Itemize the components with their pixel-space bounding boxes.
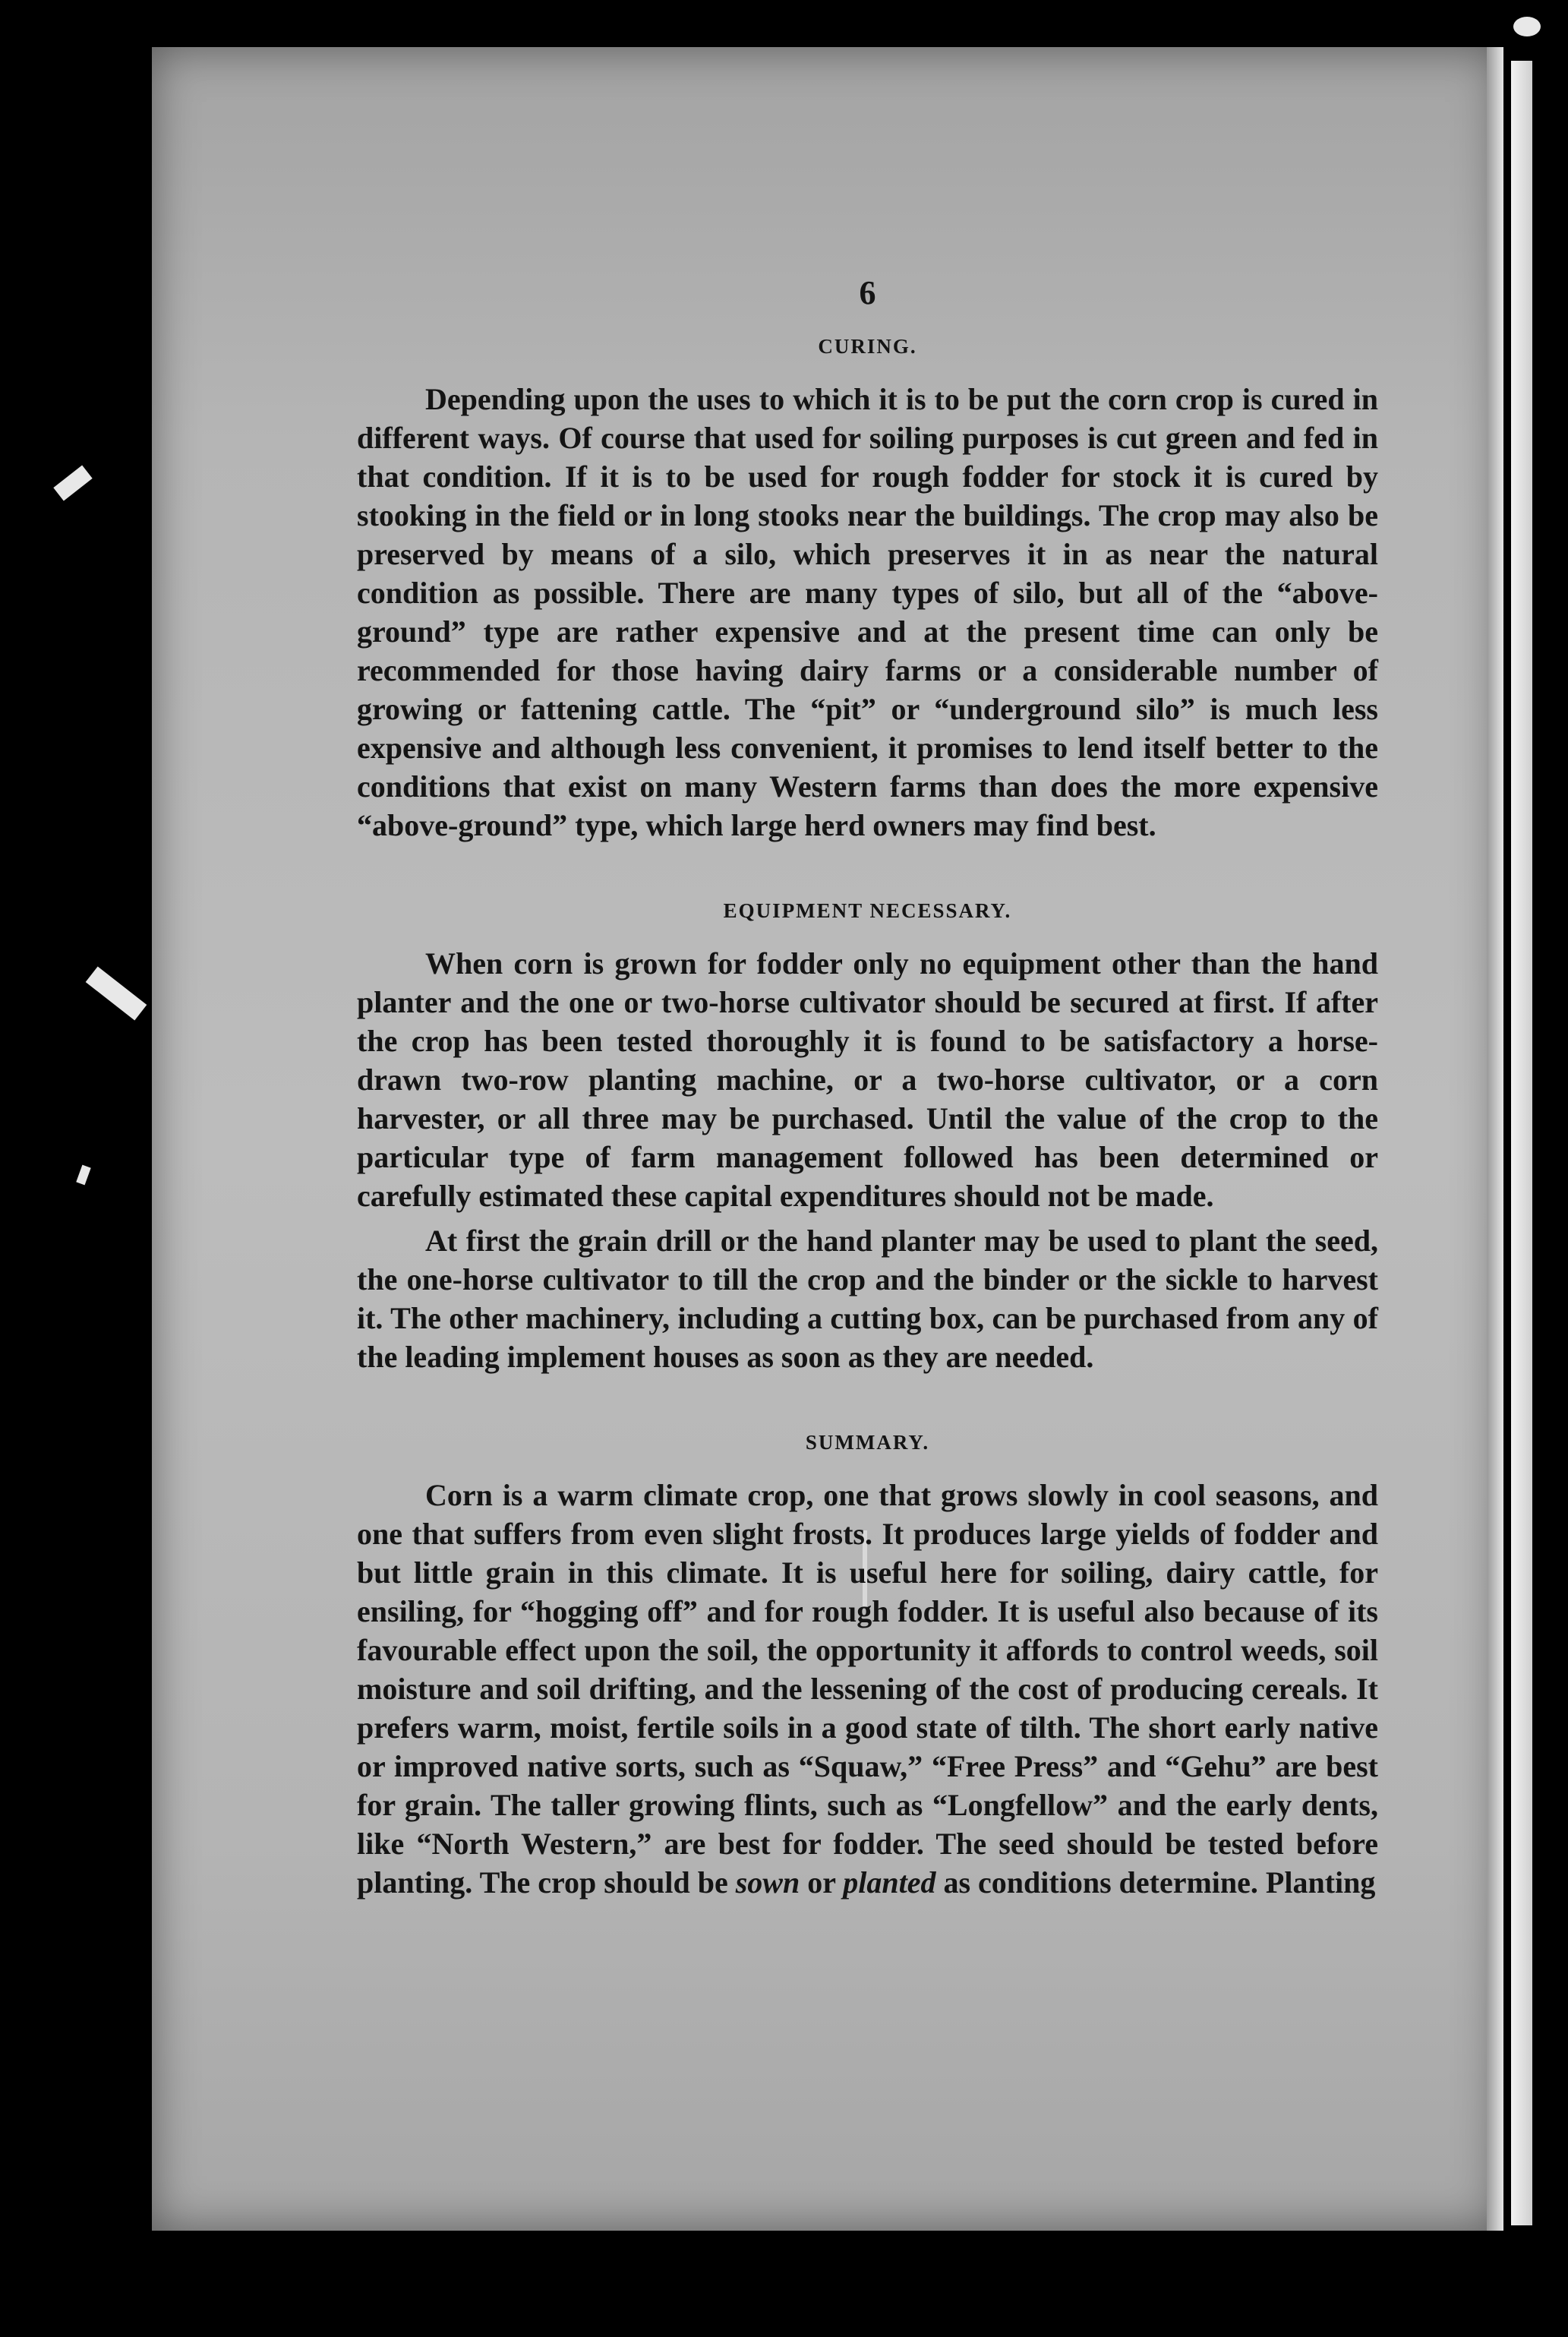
page-text xyxy=(357,273,1378,1902)
page-edge-strip xyxy=(1511,61,1532,2225)
page-edge-shadow xyxy=(1487,47,1503,2231)
scan-artifact xyxy=(1513,17,1541,36)
scan-artifact xyxy=(86,967,147,1021)
section-heading-curing: CURING. xyxy=(818,335,917,358)
page-number: 6 xyxy=(859,274,876,311)
summary-italic-sown: sown xyxy=(735,1865,800,1900)
equipment-paragraph-1: When corn is grown for fodder only no equipment other than the hand planter and the one or two-horse cultivator should be secured at first. If after the crop has been tested thoroughly it is found to be satisfactory a horse-drawn two-row planting machine, or a two-horse cultivator, or a corn harvester, or all three may be purchased. Until the value of the crop to the particular type of farm management followed has been determined or carefully estimated these capital expenditures should not be made. xyxy=(357,946,1378,1213)
equipment-paragraph-2: At first the grain drill or the hand planter may be used to plant the seed, the one-horse cultivator to till the crop and the binder or the sickle to harvest it. The other machinery, including a cutting box, can be purchased from any of the leading implement houses as soon as they are needed. xyxy=(357,1224,1378,1374)
section-heading-equipment: EQUIPMENT NECESSARY. xyxy=(723,899,1012,922)
summary-text: or xyxy=(800,1865,844,1900)
scan-artifact xyxy=(76,1165,90,1186)
spacer xyxy=(357,1376,1378,1423)
spacer xyxy=(357,1462,1378,1476)
spacer xyxy=(357,930,1378,944)
summary-text: as conditions determine. Planting xyxy=(935,1865,1376,1900)
spacer xyxy=(357,845,1378,892)
curing-paragraph: Depending upon the uses to which it is to be put the corn crop is cured in different ways. Of course that used for soiling purposes is cut green and fed in that condition. If it is to be used for rough fodder for stock it is cured by stooking in the field or in long stooks near the buildings. The crop may also be preserved by means of a silo, which preserves it in as near the natural condition as possible. There are many types of silo, but all of the “above-ground” type are rather expensive and at the present time can only be recommended for those having dairy farms or a considerable number of growing or fattening cattle. The “pit” or “underground silo” is much less expensive and although less convenient, it promises to lend itself better to the conditions that exist on many Western farms than does the more expensive “above-ground” type, which large herd owners may find best. xyxy=(357,382,1378,842)
summary-italic-planted: planted xyxy=(843,1865,936,1900)
summary-paragraph xyxy=(357,1476,1378,1902)
summary-text: Corn is a warm climate crop, one that grows slowly in cool seasons, and one that suffers from even slight frosts. It produces large yields of fodder and but little grain in this climate. It is useful here for soiling, dairy cattle, for ensiling, for “hogging off” and for rough fodder. It is useful also because of its favourable effect upon the soil, the opportunity it affords to control weeds, soil moisture and soil drifting, and the lessening of the cost of producing cereals. It prefers warm, moist, fertile soils in a good state of tilth. The short early native or improved native sorts, such as “Squaw,” “Free Press” and “Gehu” are best for grain. The taller growing flints, such as “Longfellow” and the early dents, like “North Western,” are best for fodder. The seed should be tested before planting. The crop should be xyxy=(357,1478,1378,1900)
spacer xyxy=(357,366,1378,380)
section-heading-summary: SUMMARY. xyxy=(805,1431,930,1454)
scan-artifact xyxy=(53,466,92,501)
